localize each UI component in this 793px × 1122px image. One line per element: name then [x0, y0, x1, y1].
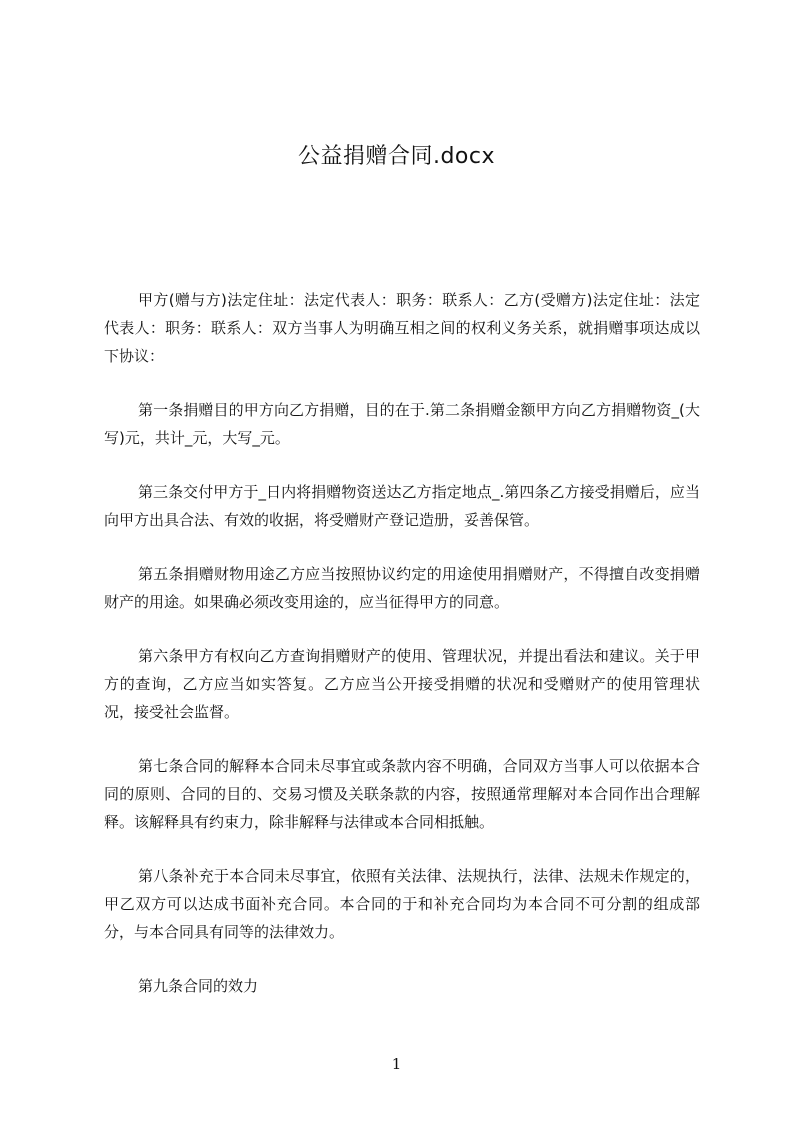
paragraph-article-5: 第五条捐赠财物用途乙方应当按照协议约定的用途使用捐赠财产，不得擅自改变捐赠财产的用途。如果确必须改变用途的，应当征得甲方的同意。 [104, 565, 700, 611]
paragraph-article-8: 第八条补充于本合同未尽事宜，依照有关法律、法规执行，法律、法规未作规定的，甲乙双方可以达成书面补充合同。本合同的于和补充合同均为本合同不可分割的组成部分，与本合同具有同等的法律效力。 [104, 867, 700, 941]
paragraph-parties: 甲方(赠与方)法定住址：法定代表人：职务：联系人：乙方(受赠方)法定住址：法定代表人：职务：联系人：双方当事人为明确互相之间的权利义务关系，就捐赠事项达成以下协议： [104, 291, 700, 365]
paragraph-article-6: 第六条甲方有权向乙方查询捐赠财产的使用、管理状况，并提出看法和建议。关于甲方的查询，乙方应当如实答复。乙方应当公开接受捐赠的状况和受赠财产的使用管理状况，接受社会监督。 [104, 647, 700, 721]
document-title: 公益捐赠合同.docx [297, 144, 496, 169]
paragraph-article-7: 第七条合同的解释本合同未尽事宜或条款内容不明确，合同双方当事人可以依据本合同的原则、合同的目的、交易习惯及关联条款的内容，按照通常理解对本合同作出合理解释。该解释具有约束力，除非解释与法律或本合同相抵触。 [104, 757, 700, 831]
paragraph-article-9-heading: 第九条合同的效力 [138, 977, 259, 995]
paragraph-article-3-4: 第三条交付甲方于_日内将捐赠物资送达乙方指定地点_.第四条乙方接受捐赠后，应当向甲方出具合法、有效的收据，将受赠财产登记造册，妥善保管。 [104, 483, 700, 529]
page-number: 1 [391, 1055, 402, 1073]
document-body [104, 286, 700, 1000]
paragraph-article-1-2: 第一条捐赠目的甲方向乙方捐赠，目的在于.第二条捐赠金额甲方向乙方捐赠物资_(大写)元，共计_元，大写_元。 [104, 401, 700, 447]
